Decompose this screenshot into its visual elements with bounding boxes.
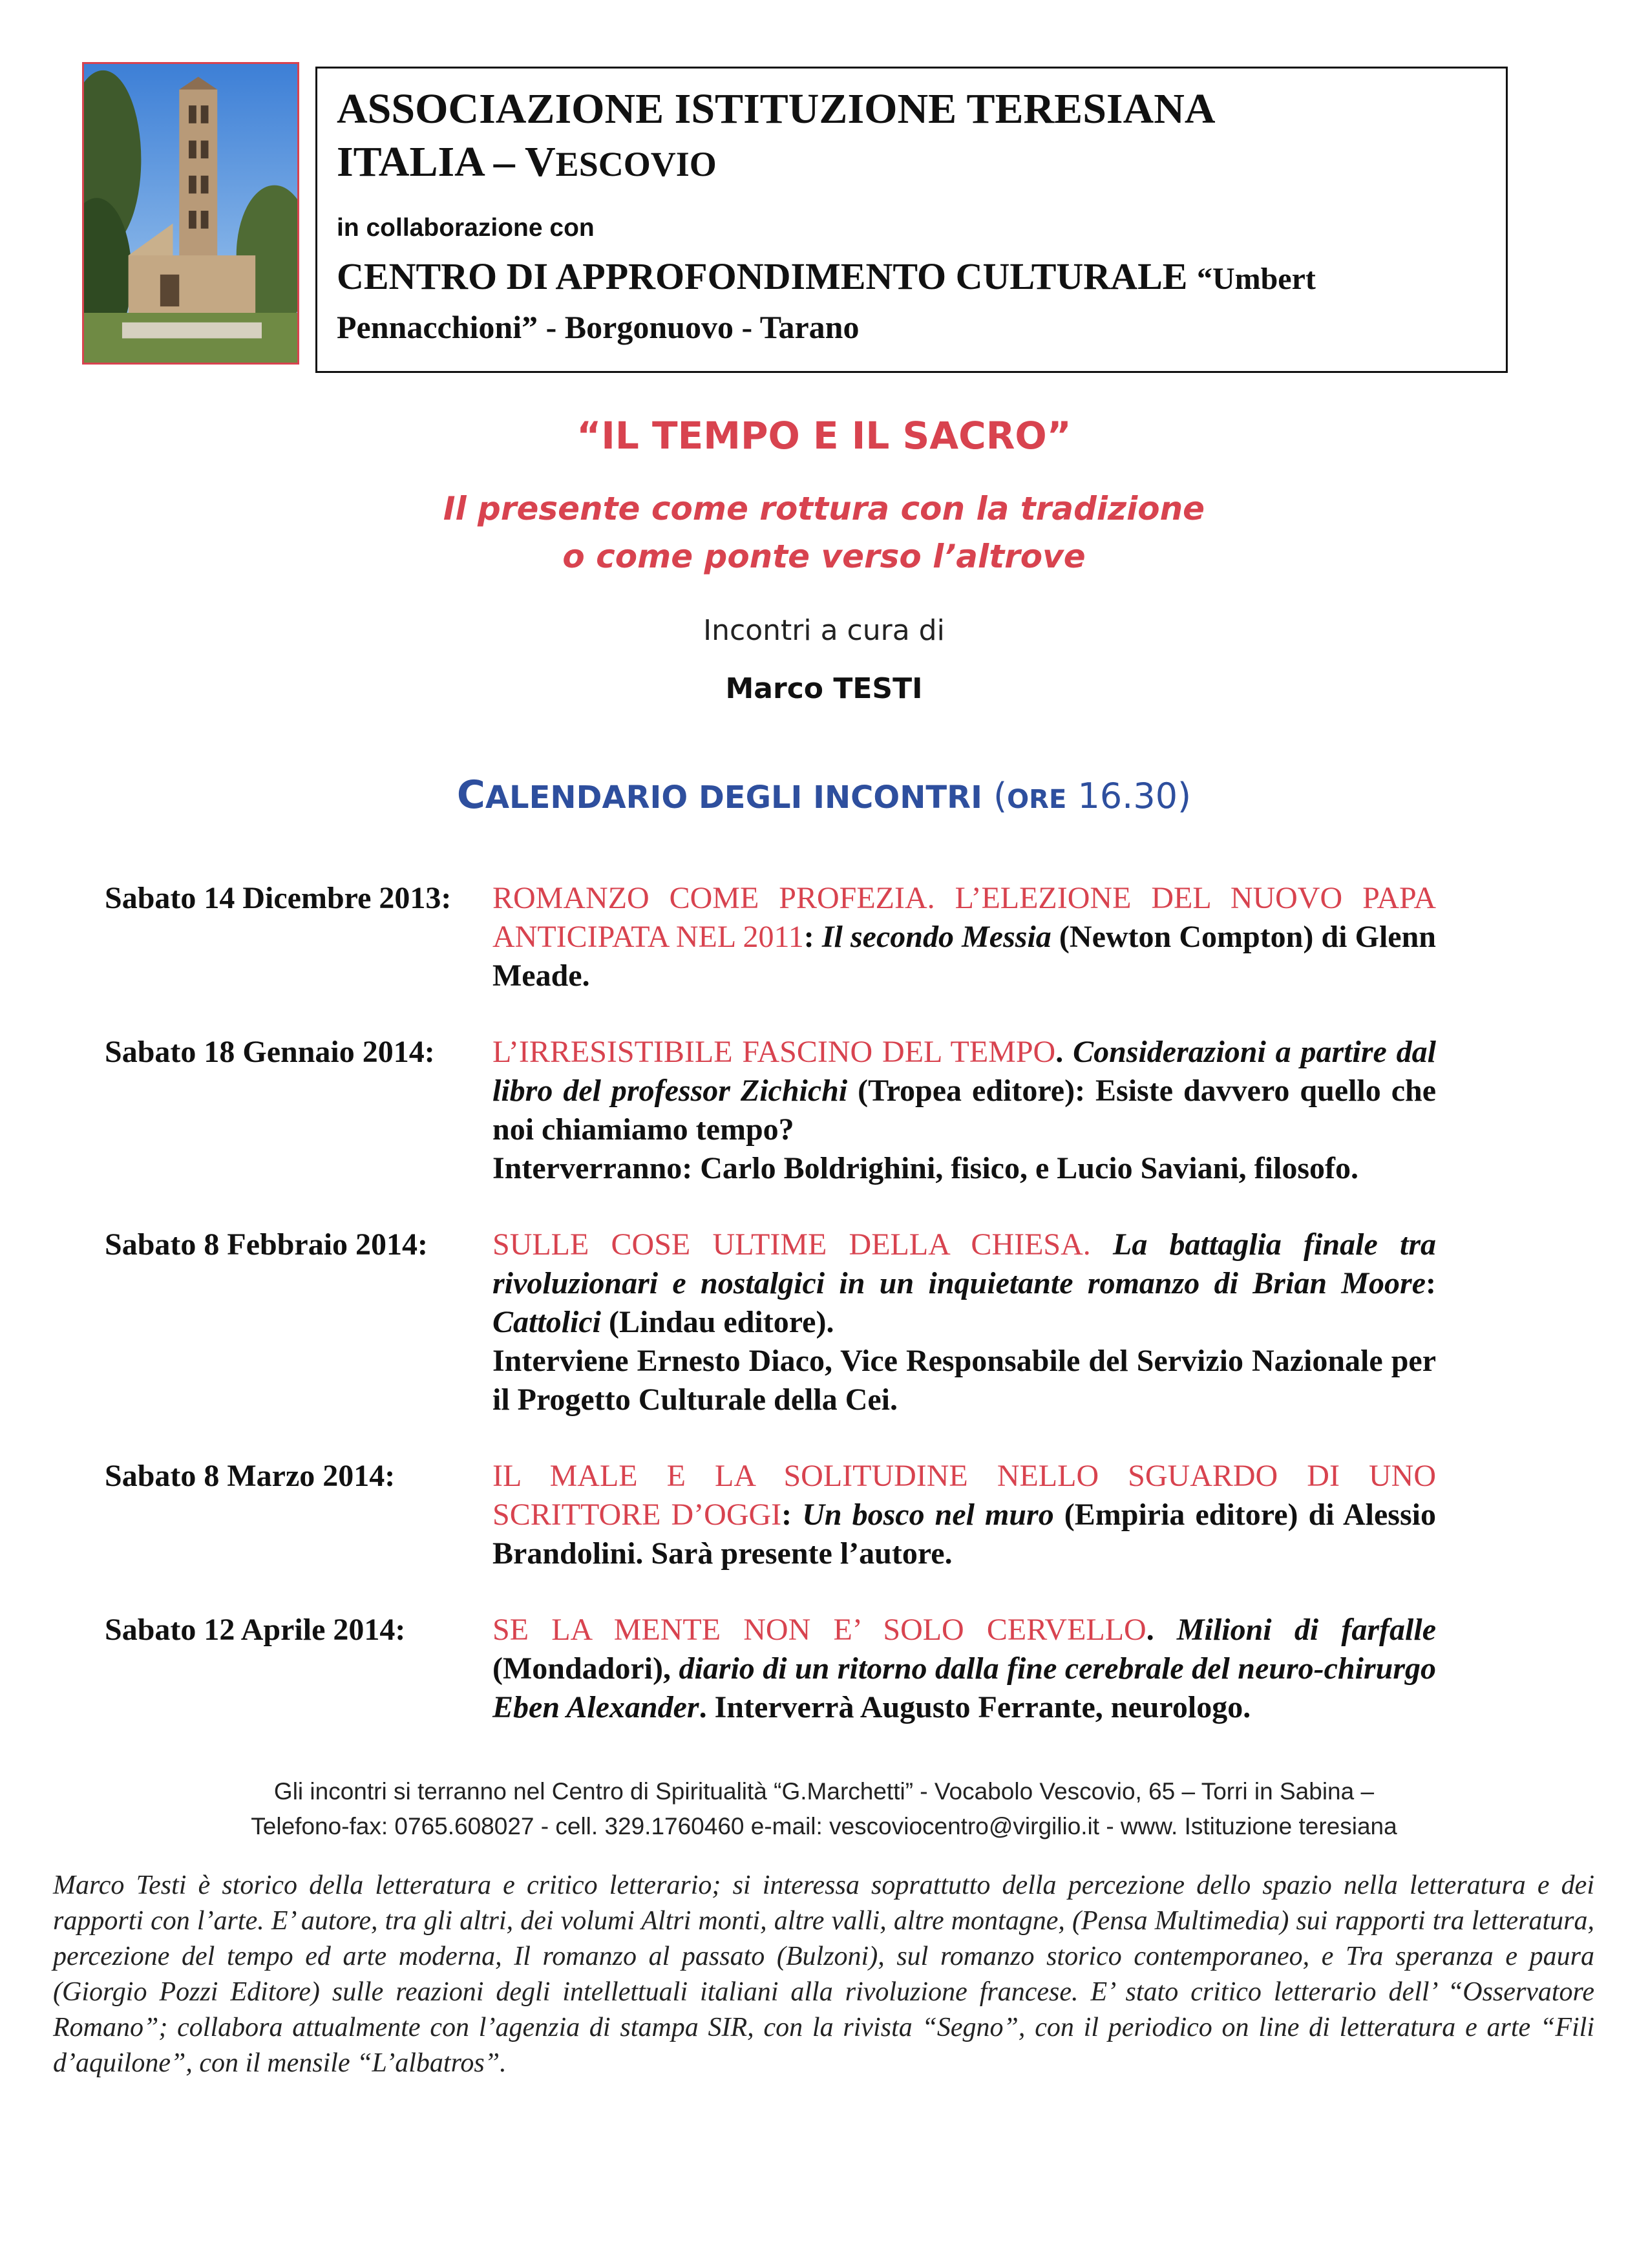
event-item <box>105 1611 1449 1727</box>
curator-bio: Marco Testi è storico della letteratura e critico letterario; si interessa soprattutto della percezione dello spazio nella letteratura e dei rapporti con l’arte. E’ autore, tra gli altri, dei volumi Altri monti, altre valli, altre montagne, (Pensa Multimedia) sui rapporti tra letteratura, percezione del tempo ed arte moderna, Il romanzo al passato (Bulzoni), sul romanzo storico contemporaneo, e Tra speranza e paura (Giorgio Pozzi Editore) sulle reazioni degli intellettuali italiani alla rivoluzione francese. E’ stato critico letterario dell’ “Osservatore Romano”; collabora attualmente con l’agenzia di stampa SIR, con la rivista “Segno”, con il periodico on line di letteratura e arte “Fili d’aquilone”, con il mensile “L’albatros”. <box>53 1871 1594 2078</box>
event-list <box>105 879 1449 1765</box>
church-bell-tower-icon <box>84 64 297 363</box>
event-description: SE LA MENTE NON E’ SOLO CERVELLO. Milioni di farfalle (Mondadori), diario di un ritorno dalla fine cerebrale del neuro-chirurgo Eben Alexander. Interverrà Augusto Ferrante, neurologo. <box>492 1613 1436 1724</box>
event-title: “IL TEMPO E IL SACRO” <box>576 414 1072 458</box>
event-item <box>105 879 1449 995</box>
event-description: ROMANZO COME PROFEZIA. L’ELEZIONE DEL NUOVO PAPA ANTICIPATA NEL 2011: Il secondo Messia (Newton Compton) di Glenn Meade. <box>492 881 1436 993</box>
venue-contact-info <box>0 1774 1648 1844</box>
center-name: CENTRO DI APPROFONDIMENTO CULTURALE “Umbert <box>337 255 1316 297</box>
association-location: ITALIA – VESCOVIO <box>337 138 717 185</box>
subtitle-line-1: Il presente come rottura con la tradizione <box>443 490 1205 527</box>
event-date: Sabato 8 Marzo 2014: <box>105 1459 396 1493</box>
church-photo <box>82 62 299 365</box>
event-item <box>105 1225 1449 1419</box>
curated-by-label: Incontri a cura di <box>703 614 945 647</box>
contact-details: Telefono-fax: 0765.608027 - cell. 329.1760460 e-mail: vescoviocentro@virgilio.it - www. Istituzione teresiana <box>251 1813 1397 1839</box>
curator-name: Marco TESTI <box>725 672 923 705</box>
header-box <box>315 67 1508 373</box>
event-description: L’IRRESISTIBILE FASCINO DEL TEMPO. Considerazioni a partire dal libro del professor Zichichi (Tropea editore): Esiste davvero quello che noi chiamiamo tempo? Interverranno: Carlo Boldrighini, fisico, e Lucio Saviani, filosofo. <box>492 1035 1437 1185</box>
calendar-heading: CALENDARIO DEGLI INCONTRI (ORE 16.30) <box>456 772 1192 818</box>
event-date: Sabato 18 Gennaio 2014: <box>105 1035 435 1069</box>
event-date: Sabato 14 Dicembre 2013: <box>105 881 452 915</box>
event-date: Sabato 8 Febbraio 2014: <box>105 1227 428 1262</box>
venue-address: Gli incontri si terranno nel Centro di Spiritualità “G.Marchetti” - Vocabolo Vescovio, 65 – Torri in Sabina – <box>273 1778 1375 1805</box>
event-subtitle <box>0 485 1648 580</box>
event-item <box>105 1033 1449 1188</box>
association-name: ASSOCIAZIONE ISTITUZIONE TERESIANA <box>337 85 1216 132</box>
event-description: IL MALE E LA SOLITUDINE NELLO SGUARDO DI UNO SCRITTORE D’OGGI: Un bosco nel muro (Empiria editore) di Alessio Brandolini. Sarà presente l’autore. <box>492 1459 1436 1571</box>
event-description: SULLE COSE ULTIME DELLA CHIESA. La battaglia finale tra rivoluzionari e nostalgici in un inquietante romanzo di Brian Moore: Cattolici (Lindau editore). Interviene Ernesto Diaco, Vice Responsabile del Servizio Nazionale per il Progetto Culturale della Cei. <box>492 1227 1436 1417</box>
center-location: Pennacchioni” - Borgonuovo - Tarano <box>337 309 860 345</box>
collaboration-label: in collaborazione con <box>337 214 595 242</box>
event-date: Sabato 12 Aprile 2014: <box>105 1613 406 1647</box>
subtitle-line-2: o come ponte verso l’altrove <box>562 538 1086 575</box>
event-item <box>105 1457 1449 1573</box>
calendar-time: (ORE 16.30) <box>982 776 1192 816</box>
